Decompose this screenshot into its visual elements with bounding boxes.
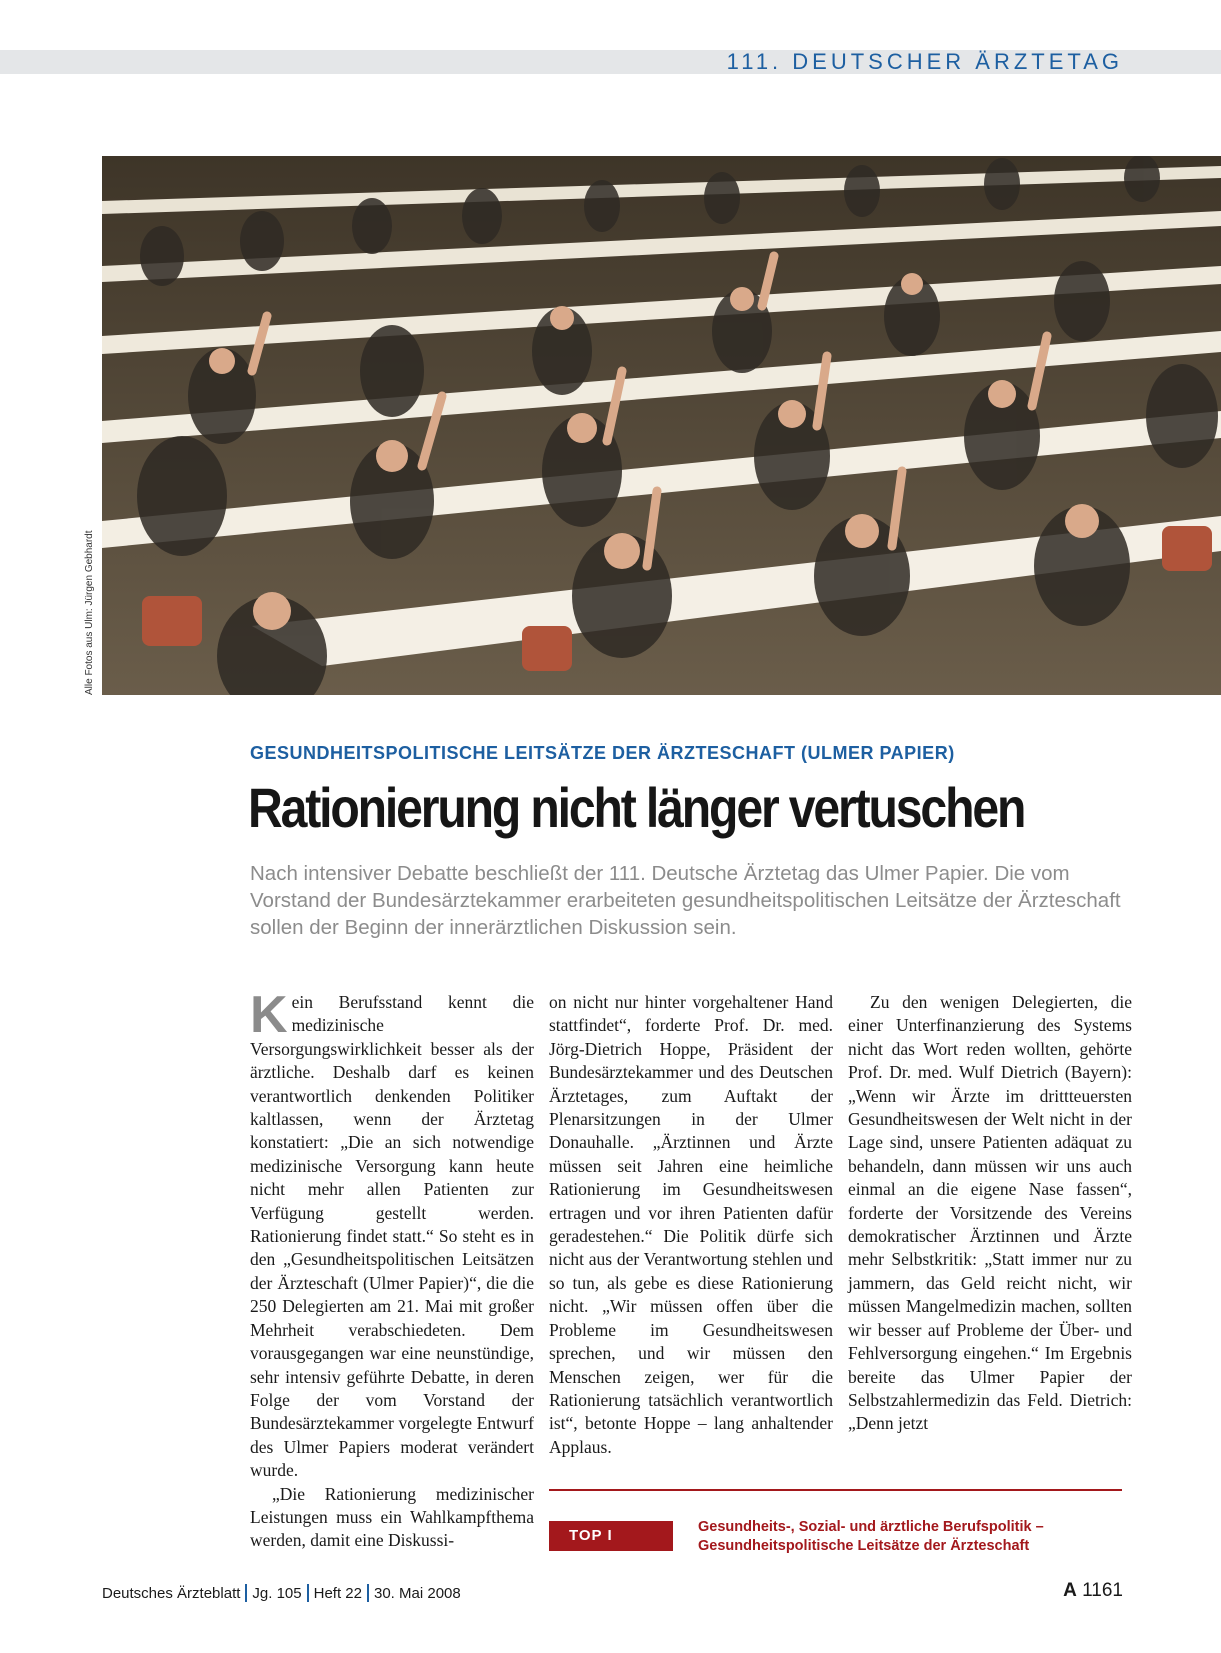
column-3-paragraph-1: Zu den wenigen Delegierten, die einer Unterfinanzierung des Systems nicht das Wort reden wollten, gehörte Prof. Dr. med. Wulf Dietrich (Bayern): „Wenn wir Ärzte im drittteuersten Gesundheitswesen der Welt nicht in der Lage sind, unsere Patienten adäquat zu behandeln, dann müssen wir uns auch einmal an die eigene Nase fassen“, forderte der Vorsitzende des Vereins demokratischer Ärztinnen und Ärzte mehr Selbstkritik: „Statt immer nur zu jammern, das Geld reicht nicht, wir müssen Mangelmedizin machen, sollten wir besser auf Probleme der Über- und Fehlversorgung eingehen.“ Im Ergebnis bereite das Ulmer Papier der Selbstzahlermedizin das Feld. Dietrich: „Denn jetzt: [848, 992, 1132, 1434]
footer-separator: [307, 1584, 309, 1602]
page-prefix: A: [1063, 1580, 1077, 1601]
article-column-1: [250, 986, 534, 1553]
top-box-line-2: Gesundheitspolitische Leitsätze der Ärzteschaft: [698, 1538, 1030, 1554]
column-2-paragraph-1: on nicht nur hinter vorgehaltener Hand stattfindet“, forderte Prof. Dr. med. Jörg-Dietrich Hoppe, Präsident der Bundesärztekammer und des Deutschen Ärztetages, zum Auftakt der Plenarsitzungen in der Ulmer Donauhalle. „Ärztinnen und Ärzte müssen seit Jahren eine heimliche Rationierung im Gesundheitswesen ertragen und vor ihren Patienten dafür geradestehen.“ Die Politik dürfe sich nicht aus der Verantwortung stehlen und so tun, als gebe es diese Rationierung nicht. „Wir müssen offen über die Probleme im Gesundheitswesen sprechen, und wir müssen den Menschen zeigen, wer für die Rationierung tatsächlich verantwortlich ist“, betonte Hoppe – lang anhaltender Applaus.: [549, 992, 833, 1457]
column-1-paragraph-2: „Die Rationierung medizinischer Leistungen muss ein Wahlkampfthema werden, damit eine Diskussi-: [250, 1483, 534, 1551]
footer-citation: [102, 1584, 461, 1602]
top-badge: TOP I: [549, 1521, 673, 1551]
journal-volume: Jg. 105: [252, 1584, 302, 1602]
article-column-3: [848, 991, 1132, 1436]
dropcap: K: [250, 986, 288, 1044]
top-box-text: [698, 1518, 1128, 1556]
journal-issue: Heft 22: [313, 1584, 362, 1602]
journal-date: 30. Mai 2008: [374, 1584, 461, 1602]
article-lead: Nach intensiver Debatte beschließt der 111. Deutsche Ärztetag das Ulmer Papier. Die vom Vorstand der Bundesärztekammer erarbeiteten gesundheitspolitischen Leitsätze der Ärzteschaft sollen der Beginn der innerärztlichen Diskussion sein.: [250, 862, 1121, 939]
top-box-rule: [549, 1489, 1122, 1491]
article-kicker: GESUNDHEITSPOLITISCHE LEITSÄTZE DER ÄRZTESCHAFT (ULMER PAPIER): [250, 743, 955, 763]
article-column-2: [549, 991, 833, 1459]
article-headline: Rationierung nicht länger vertuschen: [248, 776, 1025, 839]
section-title: 111. DEUTSCHER ÄRZTETAG: [726, 49, 1123, 74]
footer-separator: [367, 1584, 369, 1602]
footer-separator: [245, 1584, 247, 1602]
journal-name: Deutsches Ärzteblatt: [102, 1584, 241, 1602]
photo-credit: Alle Fotos aus Ulm: Jürgen Gebhardt: [84, 530, 95, 695]
page-number: [1063, 1580, 1123, 1602]
top-box-line-1: Gesundheits-, Sozial- und ärztliche Berufspolitik –: [698, 1519, 1044, 1535]
page-number-value: 1161: [1082, 1580, 1123, 1601]
conference-photo: [102, 156, 1221, 695]
column-1-paragraph-1: ein Berufsstand kennt die medizinische Versorgungswirklichkeit besser als der ärztliche. Deshalb darf es keinen verantwortlich denkenden Politiker kaltlassen, wenn der Ärztetag konstatiert: „Die an sich notwendige medizinische Versorgung kann heute nicht mehr allen Patienten zur Verfügung gestellt werden. Rationierung findet statt.“ So steht es in den „Gesundheitspolitischen Leitsätzen der Ärzteschaft (Ulmer Papier)“, die die 250 Delegierten am 21. Mai mit großer Mehrheit verabschiedeten. Dem vorausgegangen war eine neunstündige, sehr intensiv geführte Debatte, in deren Folge der vom Vorstand der Bundesärztekammer vorgelegte Entwurf des Ulmer Papiers moderat verändert wurde.: [250, 992, 534, 1481]
